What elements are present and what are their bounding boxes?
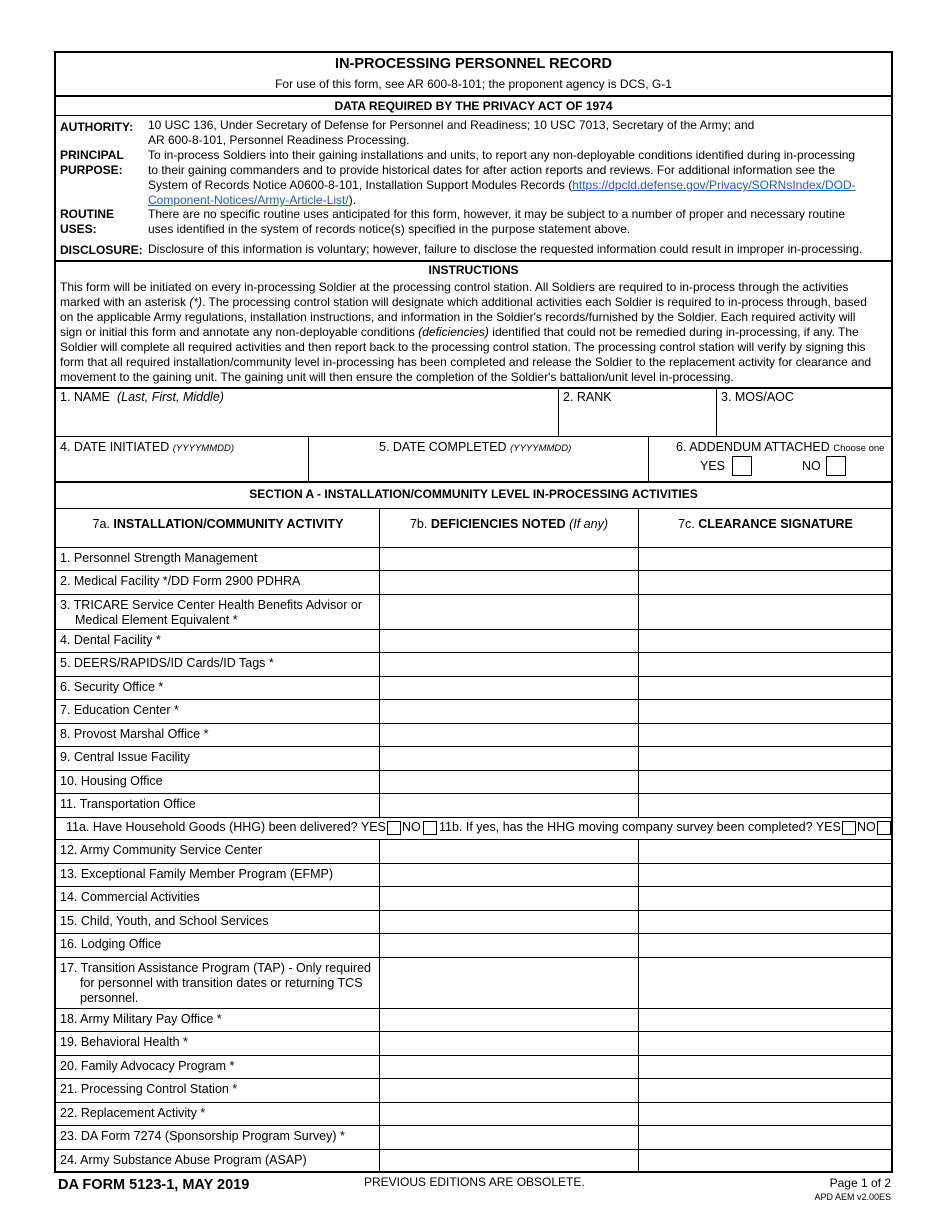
instructions-line-2-em: (*) [189,295,203,309]
addendum-yes-checkbox[interactable] [732,456,752,476]
deficiencies-field[interactable] [380,840,638,863]
activity-label: Medical Element Equivalent * [75,613,238,627]
activity-label: personnel. [80,991,139,1005]
addendum-no-checkbox[interactable] [826,456,846,476]
table-row [56,571,893,594]
instructions-line-7: movement to the gaining unit. The gaining unit will then ensure the completion of the Soldier's battalion/unit level in-processing. [60,370,734,384]
activity-label: 18. Army Military Pay Office * [60,1012,222,1026]
table-row [56,911,893,933]
form-page [54,51,893,1173]
col-7b-hint: (If any) [569,517,608,531]
activity-label: 3. TRICARE Service Center Health Benefits Advisor or [60,598,362,612]
instructions-line-2 [60,295,867,310]
clearance-signature-field[interactable] [639,630,893,652]
instructions-line-4-post: identified that could not be remedied during in-processing, if any. The [488,325,859,339]
rank-label: 2. RANK [563,390,612,404]
section-a-heading: SECTION A - INSTALLATION/COMMUNITY LEVEL IN-PROCESSING ACTIVITIES [249,487,698,501]
table-row [56,747,893,770]
deficiencies-field[interactable] [380,887,638,910]
clearance-signature-field[interactable] [639,911,893,933]
deficiencies-field[interactable] [380,595,638,629]
sorn-link-part2[interactable]: Component-Notices/Army-Article-List/ [148,193,349,207]
activity-label: 19. Behavioral Health * [60,1035,188,1049]
col-7a-label: INSTALLATION/COMMUNITY ACTIVITY [113,517,344,531]
date-completed-field[interactable] [309,437,648,481]
col-7a-header [56,517,380,531]
col-7c-num: 7c. [678,517,695,531]
instructions-line-4-em: (deficiencies) [418,325,489,339]
routine-text-2: uses identified in the system of records notice(s) specified in the purpose statement above. [148,222,631,236]
activity-label: 15. Child, Youth, and School Services [60,914,269,928]
instructions-line-1: This form will be initiated on every in-processing Soldier at the processing control station. All Soldiers are required to in-process through the activities [60,280,849,294]
name-field[interactable] [56,388,558,436]
table-row [56,864,893,886]
date-completed-label-text: 5. DATE COMPLETED [379,440,507,454]
purpose-text-1: To in-process Soldiers into their gaining installations and units, to report any non-deployable conditions identified during in-processing [148,148,856,162]
sorn-link-part1[interactable]: https://dpcld.defense.gov/Privacy/SORNsIndex/DOD- [572,178,856,192]
deficiencies-field[interactable] [380,747,638,770]
col-7a-num: 7a. [92,517,110,531]
instructions-heading: INSTRUCTIONS [428,263,519,277]
date-initiated-field[interactable] [56,437,308,481]
routine-text-1: There are no specific routine uses anticipated for this form, however, it may be subject to a number of proper and necessary routine [148,207,846,221]
routine-label-1: ROUTINE [60,207,114,221]
deficiencies-field[interactable] [380,1009,638,1031]
activity-label: 23. DA Form 7274 (Sponsorship Program Survey) * [60,1129,345,1143]
table-row [56,724,893,746]
purpose-text-4-post: ). [348,193,357,207]
purpose-text-4 [148,193,356,208]
clearance-signature-field[interactable] [639,724,893,746]
table-row [56,840,893,863]
purpose-text-3 [148,178,856,193]
rank-field[interactable] [559,388,716,436]
table-row [56,653,893,676]
deficiencies-field[interactable] [380,1103,638,1125]
activity-label: 9. Central Issue Facility [60,750,190,764]
date-initiated-label-text: 4. DATE INITIATED [60,440,170,454]
hhg-11a-yes-checkbox[interactable] [387,821,401,835]
table-row [56,1079,893,1102]
table-row [56,548,893,570]
activity-label: 2. Medical Facility */DD Form 2900 PDHRA [60,574,301,588]
table-row [56,1103,893,1125]
name-label [60,390,224,404]
instructions-line-4 [60,325,859,340]
table-row [56,1150,893,1172]
instructions-line-2-post: . The processing control station will designate which additional activities each Soldier is required to in-process through, based [202,295,867,309]
clearance-signature-field[interactable] [639,571,893,594]
authority-label: AUTHORITY: [60,120,134,134]
name-label-text: 1. NAME [60,390,111,404]
form-subtitle: For use of this form, see AR 600-8-101; the proponent agency is DCS, G-1 [275,77,672,91]
table-row [56,771,893,793]
deficiencies-field[interactable] [380,864,638,886]
activity-label: 13. Exceptional Family Member Program (EFMP) [60,867,333,881]
table-row [56,958,893,1008]
activity-label: 7. Education Center * [60,703,179,717]
deficiencies-field[interactable] [380,677,638,699]
table-row [56,1056,893,1078]
instructions-line-5: Soldier will complete all required activities and then report back to the processing control station. The processing control station will verify by signing this [60,340,866,354]
hhg-11a-no-checkbox[interactable] [423,821,437,835]
purpose-label-1: PRINCIPAL [60,148,124,162]
hhg-11a-yes-label: YES [360,820,386,834]
clearance-signature-field[interactable] [639,677,893,699]
mos-field[interactable] [717,388,893,436]
authority-text-1: 10 USC 136, Under Secretary of Defense for Personnel and Readiness; 10 USC 7013, Secretary of the Army; and [148,118,755,132]
clearance-signature-field[interactable] [639,1150,893,1172]
hhg-11a-question: 11a. Have Household Goods (HHG) been delivered? [66,820,358,834]
hhg-11b-yes-label: YES [815,820,841,834]
instructions-line-2-pre: marked with an asterisk [60,295,190,309]
deficiencies-field[interactable] [380,958,638,1008]
clearance-signature-field[interactable] [639,1032,893,1055]
instructions-line-4-pre: sign or initial this form and annotate any non-deployable conditions [60,325,419,339]
activity-label: 8. Provost Marshal Office * [60,727,209,741]
table-row [56,1126,893,1149]
activity-label: 24. Army Substance Abuse Program (ASAP) [60,1153,307,1167]
date-completed-hint: (YYYYMMDD) [510,443,572,454]
table-row [56,1032,893,1055]
table-row [56,1009,893,1031]
addendum-label-text: 6. ADDENDUM ATTACHED [676,440,830,454]
table-row [56,595,893,629]
clearance-signature-field[interactable] [639,653,893,676]
addendum-label [676,440,884,454]
deficiencies-field[interactable] [380,934,638,957]
form-id: DA FORM 5123-1, MAY 2019 [58,1177,250,1193]
clearance-signature-field[interactable] [639,771,893,793]
form-title: IN-PROCESSING PERSONNEL RECORD [335,56,612,72]
deficiencies-field[interactable] [380,724,638,746]
addendum-no-label: NO [802,459,821,473]
activity-label: 21. Processing Control Station * [60,1082,238,1096]
clearance-signature-field[interactable] [639,887,893,910]
name-hint: (Last, First, Middle) [116,390,224,404]
activity-label: 22. Replacement Activity * [60,1106,206,1120]
activity-label: for personnel with transition dates or returning TCS [80,976,363,990]
disclosure-label: DISCLOSURE: [60,243,143,257]
purpose-label-2: PURPOSE: [60,163,123,177]
activity-label: 4. Dental Facility * [60,633,161,647]
col-7c-label: CLEARANCE SIGNATURE [698,517,853,531]
clearance-signature-field[interactable] [639,794,893,817]
deficiencies-field[interactable] [380,1032,638,1055]
col-7c-header [638,517,893,531]
table-row [56,794,893,817]
activity-label: 17. Transition Assistance Program (TAP) - Only required [60,961,371,975]
activity-label: 16. Lodging Office [60,937,162,951]
deficiencies-field[interactable] [380,771,638,793]
deficiencies-field[interactable] [380,1056,638,1078]
deficiencies-field[interactable] [380,630,638,652]
hhg-11a-no-label: NO [402,820,421,834]
deficiencies-field[interactable] [380,1126,638,1149]
col-7b-label: DEFICIENCIES NOTED [430,517,566,531]
activity-label: 5. DEERS/RAPIDS/ID Cards/ID Tags * [60,656,274,670]
hhg-11b-question [439,820,841,834]
table-row [56,887,893,910]
clearance-signature-field[interactable] [639,840,893,863]
activity-label: 10. Housing Office [60,774,163,788]
addendum-yes-label: YES [700,459,726,473]
table-row [56,630,893,652]
clearance-signature-field[interactable] [639,548,893,570]
deficiencies-field[interactable] [380,1079,638,1102]
obsolete-notice: PREVIOUS EDITIONS ARE OBSOLETE. [364,1175,585,1189]
hhg-11b-question-text: 11b. If yes, has the HHG moving company survey been completed? [439,820,813,834]
purpose-text-2: to their gaining commanders and to provide historical dates for after action reports and reviews. For additional information see the [148,163,836,177]
clearance-signature-field[interactable] [639,1103,893,1125]
hhg-11b-yes-checkbox[interactable] [842,821,856,835]
deficiencies-field[interactable] [380,548,638,570]
deficiencies-field[interactable] [380,653,638,676]
activity-label: 6. Security Office * [60,680,164,694]
clearance-signature-field[interactable] [639,1056,893,1078]
activity-label: 20. Family Advocacy Program * [60,1059,235,1073]
hhg-11b-no-checkbox[interactable] [877,821,891,835]
addendum-field [649,437,893,481]
clearance-signature-field[interactable] [639,595,893,629]
deficiencies-field[interactable] [380,571,638,594]
deficiencies-field[interactable] [380,1150,638,1172]
clearance-signature-field[interactable] [639,934,893,957]
clearance-signature-field[interactable] [639,1079,893,1102]
disclosure-text: Disclosure of this information is voluntary; however, failure to disclose the requested information could result in improper in-processing. [148,242,863,256]
purpose-text-3-pre: System of Records Notice A0600-8-101, Installation Support Modules Records ( [148,178,573,192]
version: APD AEM v2.00ES [814,1192,891,1202]
table-row [56,934,893,957]
activity-label: 1. Personnel Strength Management [60,551,258,565]
clearance-signature-field[interactable] [639,864,893,886]
deficiencies-field[interactable] [380,911,638,933]
privacy-heading: DATA REQUIRED BY THE PRIVACY ACT OF 1974 [334,99,613,113]
table-row [56,700,893,723]
deficiencies-field[interactable] [380,700,638,723]
date-initiated-label [60,440,234,454]
clearance-signature-field[interactable] [639,958,893,1008]
date-completed-label [379,440,571,454]
activity-label: 12. Army Community Service Center [60,843,263,857]
col-7b-num: 7b. [409,517,428,531]
table-row [56,677,893,699]
instructions-line-3: on the applicable Army regulations, installation instructions, and information in the Soldier's records/furnished by the Soldier. Each required activity will [60,310,856,324]
clearance-signature-field[interactable] [639,747,893,770]
hhg-row [66,820,386,834]
hhg-11b-no-label: NO [857,820,876,834]
page-number: Page 1 of 2 [829,1176,891,1190]
clearance-signature-field[interactable] [639,1009,893,1031]
col-7b-header [380,517,638,531]
authority-text-2: AR 600-8-101, Personnel Readiness Processing. [148,133,410,147]
addendum-hint: Choose one [833,443,885,454]
activity-label: 11. Transportation Office [60,797,196,811]
mos-label: 3. MOS/AOC [721,390,794,404]
instructions-line-6: form that all required installation/community level in-processing has been completed and release the Soldier to the replacement activity for clearance and [60,355,872,369]
activity-label: 14. Commercial Activities [60,890,200,904]
routine-label-2: USES: [60,222,97,236]
deficiencies-field[interactable] [380,794,638,817]
clearance-signature-field[interactable] [639,700,893,723]
date-initiated-hint: (YYYYMMDD) [172,443,234,454]
clearance-signature-field[interactable] [639,1126,893,1149]
